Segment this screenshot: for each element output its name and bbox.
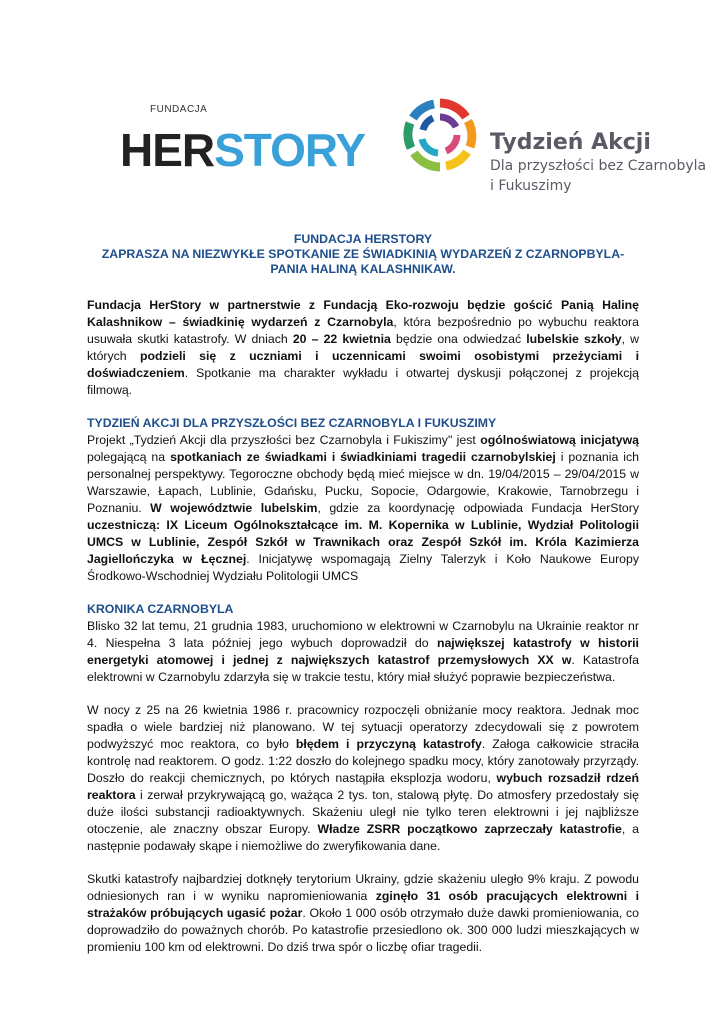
tydzien-akcji-paragraph: Projekt „Tydzień Akcji dla przyszłości bez Czarnobyla i Fukiszimy" jest ogólnoświatową inicjatywą polegającą na spotkaniach ze świadkami i świadkiniami tragedii czarnobylskiej i poznania ich personalnej perspektywy. Tegoroczne obchody będą mieć miejsce w dn. 19/04/2015 – 29/04/2015 w Warszawie, Łapach, Lublinie, Gdańsku, Pucku, Sopocie, Odargowie, Krakowie, Tarnobrzegu i Poznaniu. W województwie lubelskim, gdzie za koordynację odpowiada Fundacja HerStory uczestniczą: IX Liceum Ogólnokształcące im. M. Kopernika w Lublinie, Wydział Politologii UMCS w Lublinie, Zespół Szkół w Trawnikach oraz Zespół Szkół im. Króla Kazimierza Jagiellończyka w Łęcznej. Inicjatywę wspomagają Zielny Talerzyk i Koło Naukowe Europy Środkowo-Wschodniej Wydziału Politologii UMCS <box>87 433 640 583</box>
section-title-tydzien-akcji: TYDZIEŃ AKCJI DLA PRZYSZŁOŚCI BEZ CZARNOBYLA I FUKUSZIMY <box>87 416 497 430</box>
herstory-logo <box>118 104 366 192</box>
kronika-paragraph-3: Skutki katastrofy najbardziej dotknęły terytorium Ukrainy, gdzie skażeniu uległo 9% kraju. Z powodu odniesionych ran i w wyniku napromieniowania zginęło 31 osób pracujących elektrowni i strażaków próbujących ugasić pożar. Około 1 000 osób otrzymało duże dawki promieniowania, co doprowadziło do poważnych chorób. Po katastrofie przesiedlono ok. 300 000 ludzi mieszkających w promieniu 100 km od elektrowni. Do dziś trwa spór o liczbę ofiar tragedii. <box>87 872 640 954</box>
heading-line-2: ZAPRASZA NA NIEZWYKŁE SPOTKANIE ZE ŚWIADKINIĄ WYDARZEŃ Z CZARNOPBYLA- <box>101 247 625 261</box>
heading-line-1: FUNDACJA HERSTORY <box>293 232 433 246</box>
document-body <box>87 232 639 956</box>
herstory-logo-small-text: FUNDACJA <box>150 104 208 115</box>
tydzien-akcji-ring-icon <box>400 95 480 175</box>
intro-paragraph: Fundacja HerStory w partnerstwie z Fundacją Eko-rozwoju będzie gościć Panią Halinę Kalashnikow – świadkinię wydarzeń z Czarnobyla, która bezpośrednio po wybuchu reaktora usuwała skutki katastrofy. W dniach 20 – 22 kwietnia będzie ona odwiedzać lubelskie szkoły, w których podzieli się z uczniami i uczennicami swoimi osobistymi przeżyciami i doświadczeniem. Spotkanie ma charakter wykładu i otwartej dyskusji połączonej z projekcją filmową. <box>87 298 639 397</box>
logo-bar <box>0 90 725 210</box>
tydzien-akcji-subtitle-2: i Fukuszimy <box>490 178 572 194</box>
tydzien-akcji-subtitle-1: Dla przyszłości bez Czarnobyla <box>490 158 707 174</box>
herstory-logo-wordmark: HERSTORY <box>120 124 366 176</box>
section-title-kronika: KRONIKA CZARNOBYLA <box>87 602 234 616</box>
heading-line-3: PANIA HALINĄ KALASHNIKAW. <box>270 262 456 276</box>
tydzien-akcji-logo-text <box>490 130 706 196</box>
kronika-paragraph-2: W nocy z 25 na 26 kwietnia 1986 r. pracownicy rozpoczęli obniżanie mocy reaktora. Jednak moc spadła o wiele bardziej niż planowano. W tej sytuacji operatorzy zdecydowali się z powrotem podwyższyć moc reaktora, co było błędem i przyczyną katastrofy. Załoga całkowicie straciła kontrolę nad reaktorem. O godz. 1:22 doszło do kolejnego spadku mocy, który zanotowały przyrządy. Doszło do reakcji chemicznych, po których nastąpiła eksplozja wodoru, wybuch rozsadził rdzeń reaktora i zerwał przykrywającą go, ważąca 2 tys. ton, stalową płytę. Do atmosfery przedostały się duże ilości substancji radioaktywnych. Skażeniu uległ nie tylko teren elektrowni i jej najbliższe otoczenie, ale znaczny obszar Europy. Władze ZSRR początkowo zaprzeczały katastrofie, a następnie podawały skąpe i niemożliwe do zweryfikowania dane. <box>87 703 639 853</box>
kronika-paragraph-1: Blisko 32 lat temu, 21 grudnia 1983, uruchomiono w elektrowni w Czarnobylu na Ukrainie reaktor nr 4. Niespełna 3 lata później jego wybuch doprowadził do największej katastrofy w historii energetyki atomowej i jednej z największych katastrof przemysłowych XX w. Katastrofa elektrowni w Czarnobylu zdarzyła się w trakcie testu, który miał służyć poprawie bezpieczeństwa. <box>87 619 639 684</box>
tydzien-akcji-title: Tydzień Akcji <box>490 130 651 155</box>
invitation-heading <box>87 232 639 277</box>
